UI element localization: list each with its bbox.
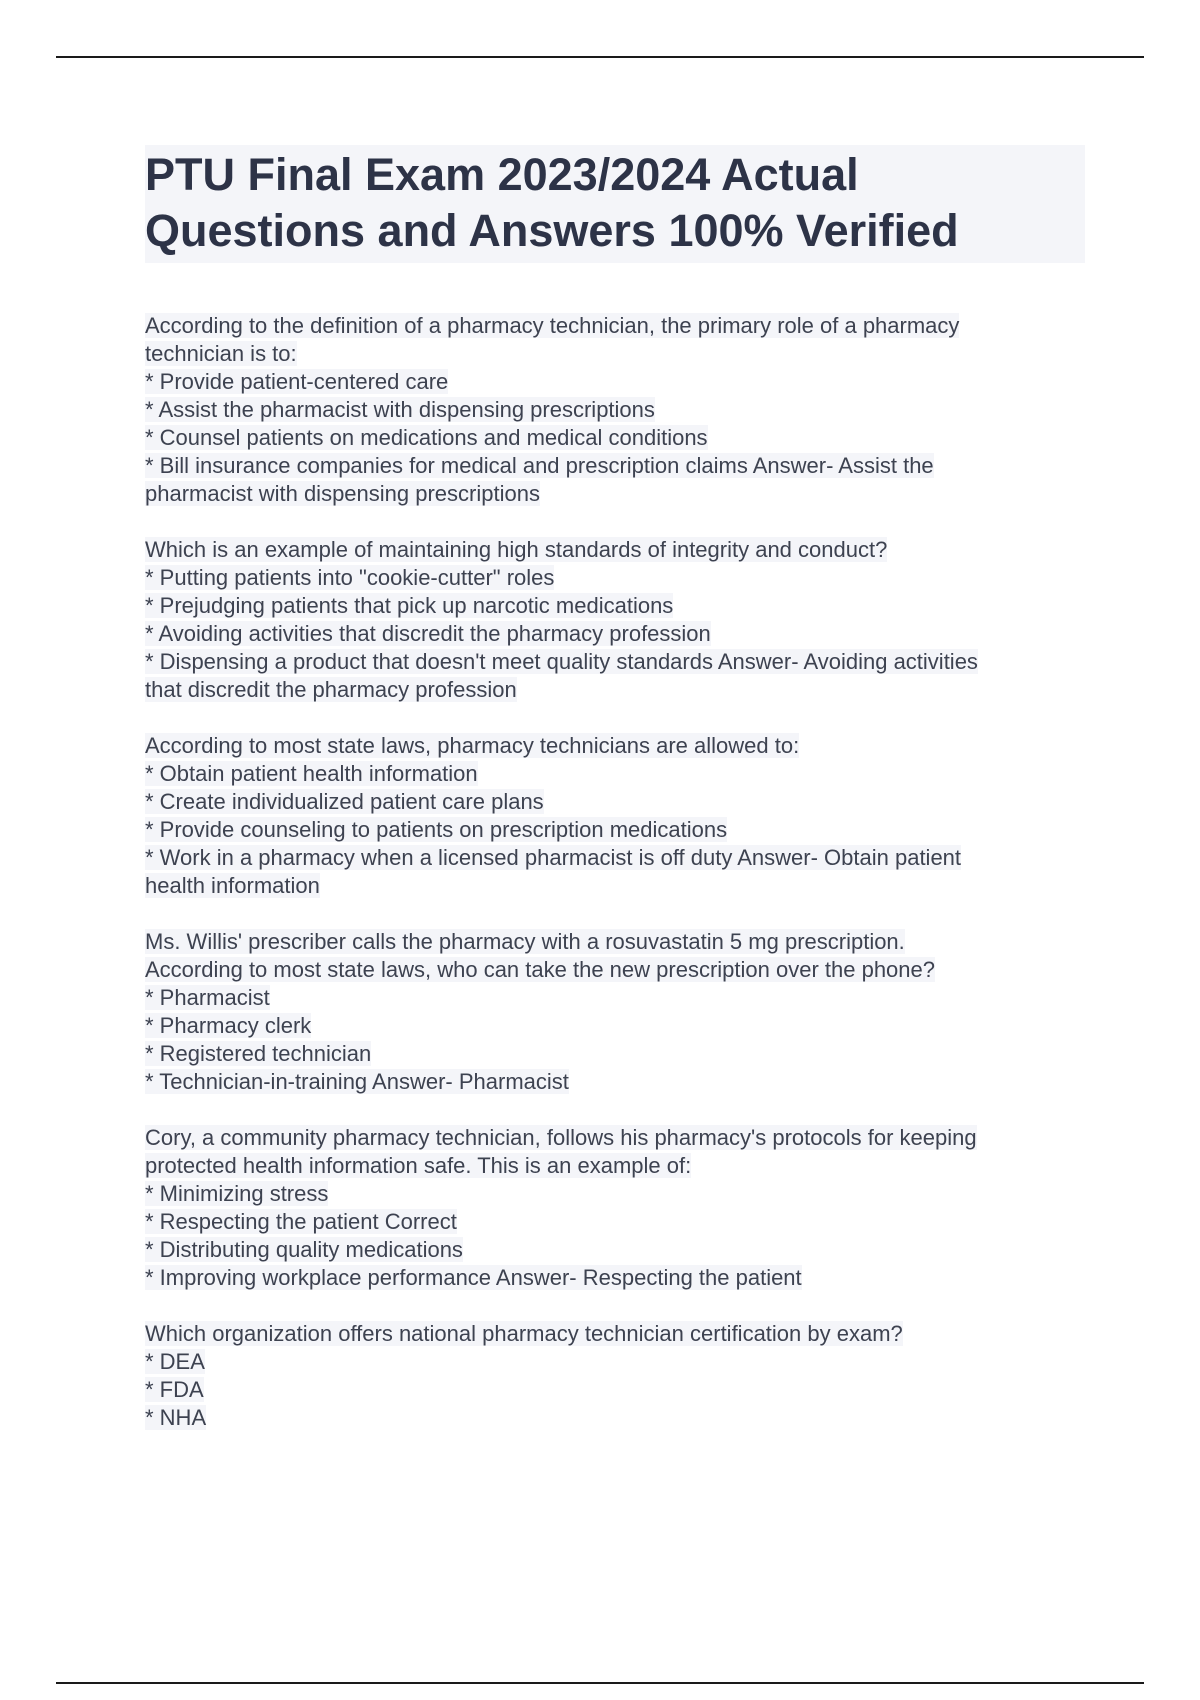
question-line [145, 452, 1085, 480]
question-line-text: * Provide counseling to patients on prescription medications [145, 817, 728, 842]
question-line [145, 1320, 1085, 1348]
question-line-text: According to the definition of a pharmacy technician, the primary role of a pharmacy [145, 313, 960, 338]
question-line-text: * Prejudging patients that pick up narcotic medications [145, 593, 674, 618]
question-line [145, 956, 1085, 984]
question-line [145, 1208, 1085, 1236]
question-line [145, 564, 1085, 592]
question-line-text: * Respecting the patient Correct [145, 1209, 457, 1234]
question-line [145, 396, 1085, 424]
question-line-text: * Counsel patients on medications and medical conditions [145, 425, 708, 450]
question-line-text: * Improving workplace performance Answer- Respecting the patient [145, 1265, 802, 1290]
question-line [145, 480, 1085, 508]
question-line [145, 424, 1085, 452]
question-line [145, 732, 1085, 760]
question-block [145, 1320, 1085, 1432]
question-line [145, 312, 1085, 340]
question-line-text: Which organization offers national pharmacy technician certification by exam? [145, 1321, 903, 1346]
question-line-text: * Registered technician [145, 1041, 372, 1066]
question-line-text: pharmacist with dispensing prescriptions [145, 481, 540, 506]
question-line-text: * Avoiding activities that discredit the pharmacy profession [145, 621, 711, 646]
question-line-text: protected health information safe. This is an example of: [145, 1153, 692, 1178]
question-line [145, 1124, 1085, 1152]
question-line [145, 1040, 1085, 1068]
question-line-text: * Obtain patient health information [145, 761, 478, 786]
question-line [145, 340, 1085, 368]
question-line-text: * Work in a pharmacy when a licensed pharmacist is off duty Answer- Obtain patient [145, 845, 962, 870]
question-line [145, 592, 1085, 620]
question-line [145, 1180, 1085, 1208]
question-list [145, 312, 1085, 1460]
question-line [145, 1348, 1085, 1376]
question-line-text: * Distributing quality medications [145, 1237, 463, 1262]
question-line-text: * Pharmacist [145, 985, 270, 1010]
title-line-2: Questions and Answers 100% Verified [145, 205, 959, 256]
question-line-text: Which is an example of maintaining high standards of integrity and conduct? [145, 537, 888, 562]
question-line-text: According to most state laws, pharmacy technicians are allowed to: [145, 733, 800, 758]
question-line-text: * Minimizing stress [145, 1181, 329, 1206]
question-line-text: that discredit the pharmacy profession [145, 677, 517, 702]
question-block [145, 732, 1085, 900]
question-line [145, 928, 1085, 956]
question-line-text: * Pharmacy clerk [145, 1013, 312, 1038]
question-line [145, 816, 1085, 844]
question-line-text: * DEA [145, 1349, 205, 1374]
question-line [145, 1376, 1085, 1404]
question-line [145, 844, 1085, 872]
question-line-text: According to most state laws, who can take the new prescription over the phone? [145, 957, 935, 982]
question-line-text: Cory, a community pharmacy technician, follows his pharmacy's protocols for keeping [145, 1125, 977, 1150]
question-line [145, 1012, 1085, 1040]
question-line [145, 368, 1085, 396]
question-line [145, 648, 1085, 676]
question-line [145, 1152, 1085, 1180]
question-line-text: * Technician-in-training Answer- Pharmacist [145, 1069, 569, 1094]
question-line-text: * Provide patient-centered care [145, 369, 449, 394]
question-line-text: * Create individualized patient care plans [145, 789, 544, 814]
page-title [145, 145, 1085, 263]
question-line [145, 1236, 1085, 1264]
question-line-text: * Putting patients into "cookie-cutter" roles [145, 565, 555, 590]
title-line-1: PTU Final Exam 2023/2024 Actual [145, 149, 859, 200]
question-line-text: * Bill insurance companies for medical and prescription claims Answer- Assist the [145, 453, 934, 478]
question-line-text: * NHA [145, 1405, 207, 1430]
question-line [145, 1068, 1085, 1096]
top-rule [56, 56, 1144, 58]
question-line [145, 620, 1085, 648]
question-line [145, 760, 1085, 788]
question-block [145, 536, 1085, 704]
question-line-text: * FDA [145, 1377, 204, 1402]
question-line [145, 676, 1085, 704]
question-line [145, 1404, 1085, 1432]
question-block [145, 928, 1085, 1096]
question-line [145, 788, 1085, 816]
bottom-rule [56, 1682, 1144, 1684]
question-line [145, 984, 1085, 1012]
question-line [145, 536, 1085, 564]
question-line-text: Ms. Willis' prescriber calls the pharmacy with a rosuvastatin 5 mg prescription. [145, 929, 905, 954]
question-line-text: * Dispensing a product that doesn't meet quality standards Answer- Avoiding activities [145, 649, 978, 674]
question-block [145, 312, 1085, 508]
question-line-text: * Assist the pharmacist with dispensing prescriptions [145, 397, 655, 422]
question-line-text: technician is to: [145, 341, 297, 366]
question-line-text: health information [145, 873, 320, 898]
question-line [145, 1264, 1085, 1292]
question-line [145, 872, 1085, 900]
question-block [145, 1124, 1085, 1292]
